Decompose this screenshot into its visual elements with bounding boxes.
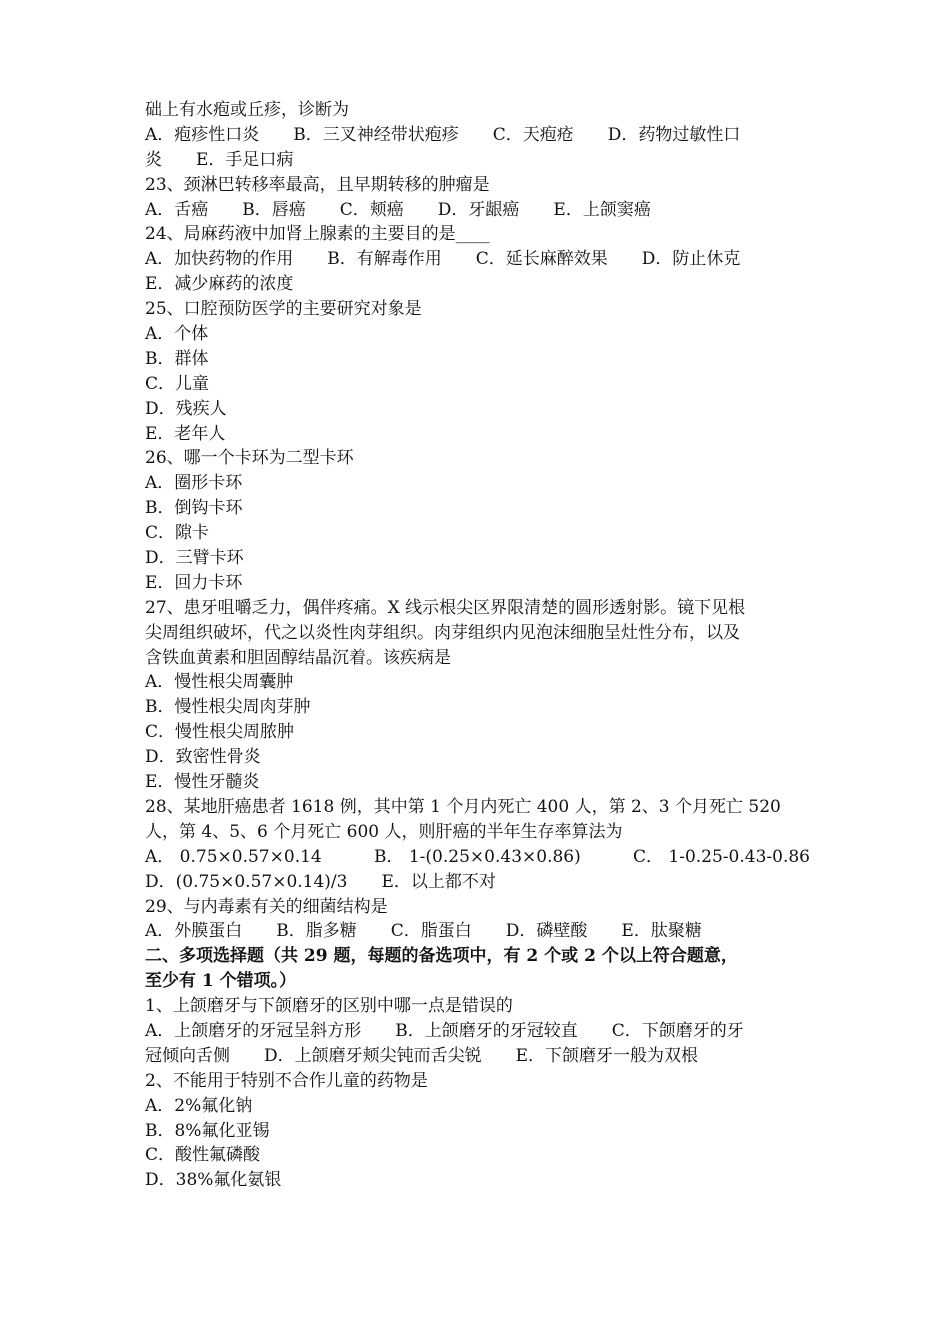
question-29: 29、与内毒素有关的细菌结构是 bbox=[145, 896, 388, 917]
option-line: B．倒钩卡环 bbox=[145, 498, 243, 519]
option-line: A．舌癌 B．唇癌 C．颊癌 D．牙龈癌 E．上颌窦癌 bbox=[145, 199, 651, 220]
option-line: A．个体 bbox=[145, 324, 209, 345]
option-line: D．致密性骨炎 bbox=[145, 747, 261, 768]
option-line: 冠倾向舌侧 D．上颌磨牙颊尖钝而舌尖锐 E．下颌磨牙一般为双根 bbox=[145, 1045, 699, 1066]
option-line: A．疱疹性口炎 B．三叉神经带状疱疹 C．天疱疮 D．药物过敏性口 bbox=[145, 124, 741, 145]
option-line: B．8%氟化亚锡 bbox=[145, 1120, 270, 1141]
option-line: B．群体 bbox=[145, 348, 209, 369]
question-27: 27、患牙咀嚼乏力，偶伴疼痛。X 线示根尖区界限清楚的圆形透射影。镜下见根 bbox=[145, 597, 746, 618]
question-25: 25、口腔预防医学的主要研究对象是 bbox=[145, 299, 422, 320]
multi-question-1: 1、上颌磨牙与下颌磨牙的区别中哪一点是错误的 bbox=[145, 996, 513, 1017]
option-c: C． 1-0.25-0.43-0.86 bbox=[632, 846, 810, 867]
option-line: D．残疾人 bbox=[145, 398, 227, 419]
option-line: A．加快药物的作用 B．有解毒作用 C．延长麻醉效果 D．防止休克 bbox=[145, 249, 741, 270]
text-line: 含铁血黄素和胆固醇结晶沉着。该疾病是 bbox=[145, 647, 451, 668]
multi-question-2: 2、不能用于特别不合作儿童的药物是 bbox=[145, 1070, 428, 1091]
option-line: D．38%氟化氨银 bbox=[145, 1170, 282, 1191]
text-line: 人，第 4、5、6 个月死亡 600 人，则肝癌的半年生存率算法为 bbox=[145, 821, 623, 842]
option-line: D．三臂卡环 bbox=[145, 548, 244, 569]
question-26: 26、哪一个卡环为二型卡环 bbox=[145, 448, 354, 469]
option-line: 炎 E．手足口病 bbox=[145, 149, 294, 170]
option-line: A．2%氟化钠 bbox=[145, 1095, 253, 1116]
text-line: 础上有水疱或丘疹，诊断为 bbox=[145, 100, 349, 120]
section-heading: 至少有 1 个错项。） bbox=[145, 971, 297, 992]
option-line: B．慢性根尖周肉芽肿 bbox=[145, 697, 311, 718]
document-page bbox=[145, 98, 810, 1193]
option-line: A．慢性根尖周囊肿 bbox=[145, 672, 294, 693]
option-line: C．儿童 bbox=[145, 373, 210, 394]
option-line: D．(0.75×0.57×0.14)/3 E．以上都不对 bbox=[145, 871, 496, 892]
question-23: 23、颈淋巴转移率最高，且早期转移的肿瘤是 bbox=[145, 174, 490, 195]
option-line-28 bbox=[145, 845, 810, 870]
option-b: B． 1-(0.25×0.43×0.86) bbox=[373, 846, 581, 867]
option-line: C．隙卡 bbox=[145, 523, 210, 544]
option-line: A．上颌磨牙的牙冠呈斜方形 B．上颌磨牙的牙冠较直 C．下颌磨牙的牙 bbox=[145, 1020, 744, 1041]
option-line: E．老年人 bbox=[145, 423, 226, 444]
option-line: A．圈形卡环 bbox=[145, 473, 243, 494]
option-line: E．回力卡环 bbox=[145, 572, 243, 593]
question-28: 28、某地肝癌患者 1618 例，其中第 1 个月内死亡 400 人，第 2、3 个月死亡 520 bbox=[145, 796, 781, 817]
option-line: E．慢性牙髓炎 bbox=[145, 772, 260, 793]
option-line: A．外膜蛋白 B．脂多糖 C．脂蛋白 D．磷壁酸 E．肽聚糖 bbox=[145, 921, 702, 942]
section-heading: 二、多项选择题（共 29 题，每题的备选项中，有 2 个或 2 个以上符合题意， bbox=[145, 946, 738, 967]
option-line: C．酸性氟磷酸 bbox=[145, 1145, 261, 1166]
option-line: C．慢性根尖周脓肿 bbox=[145, 722, 295, 743]
option-line: E．减少麻药的浓度 bbox=[145, 274, 294, 295]
question-24: 24、局麻药液中加肾上腺素的主要目的是____ bbox=[145, 224, 490, 245]
option-a: A． 0.75×0.57×0.14 bbox=[145, 846, 322, 867]
text-line: 尖周组织破坏，代之以炎性肉芽组织。肉芽组织内见泡沫细胞呈灶性分布，以及 bbox=[145, 622, 740, 643]
